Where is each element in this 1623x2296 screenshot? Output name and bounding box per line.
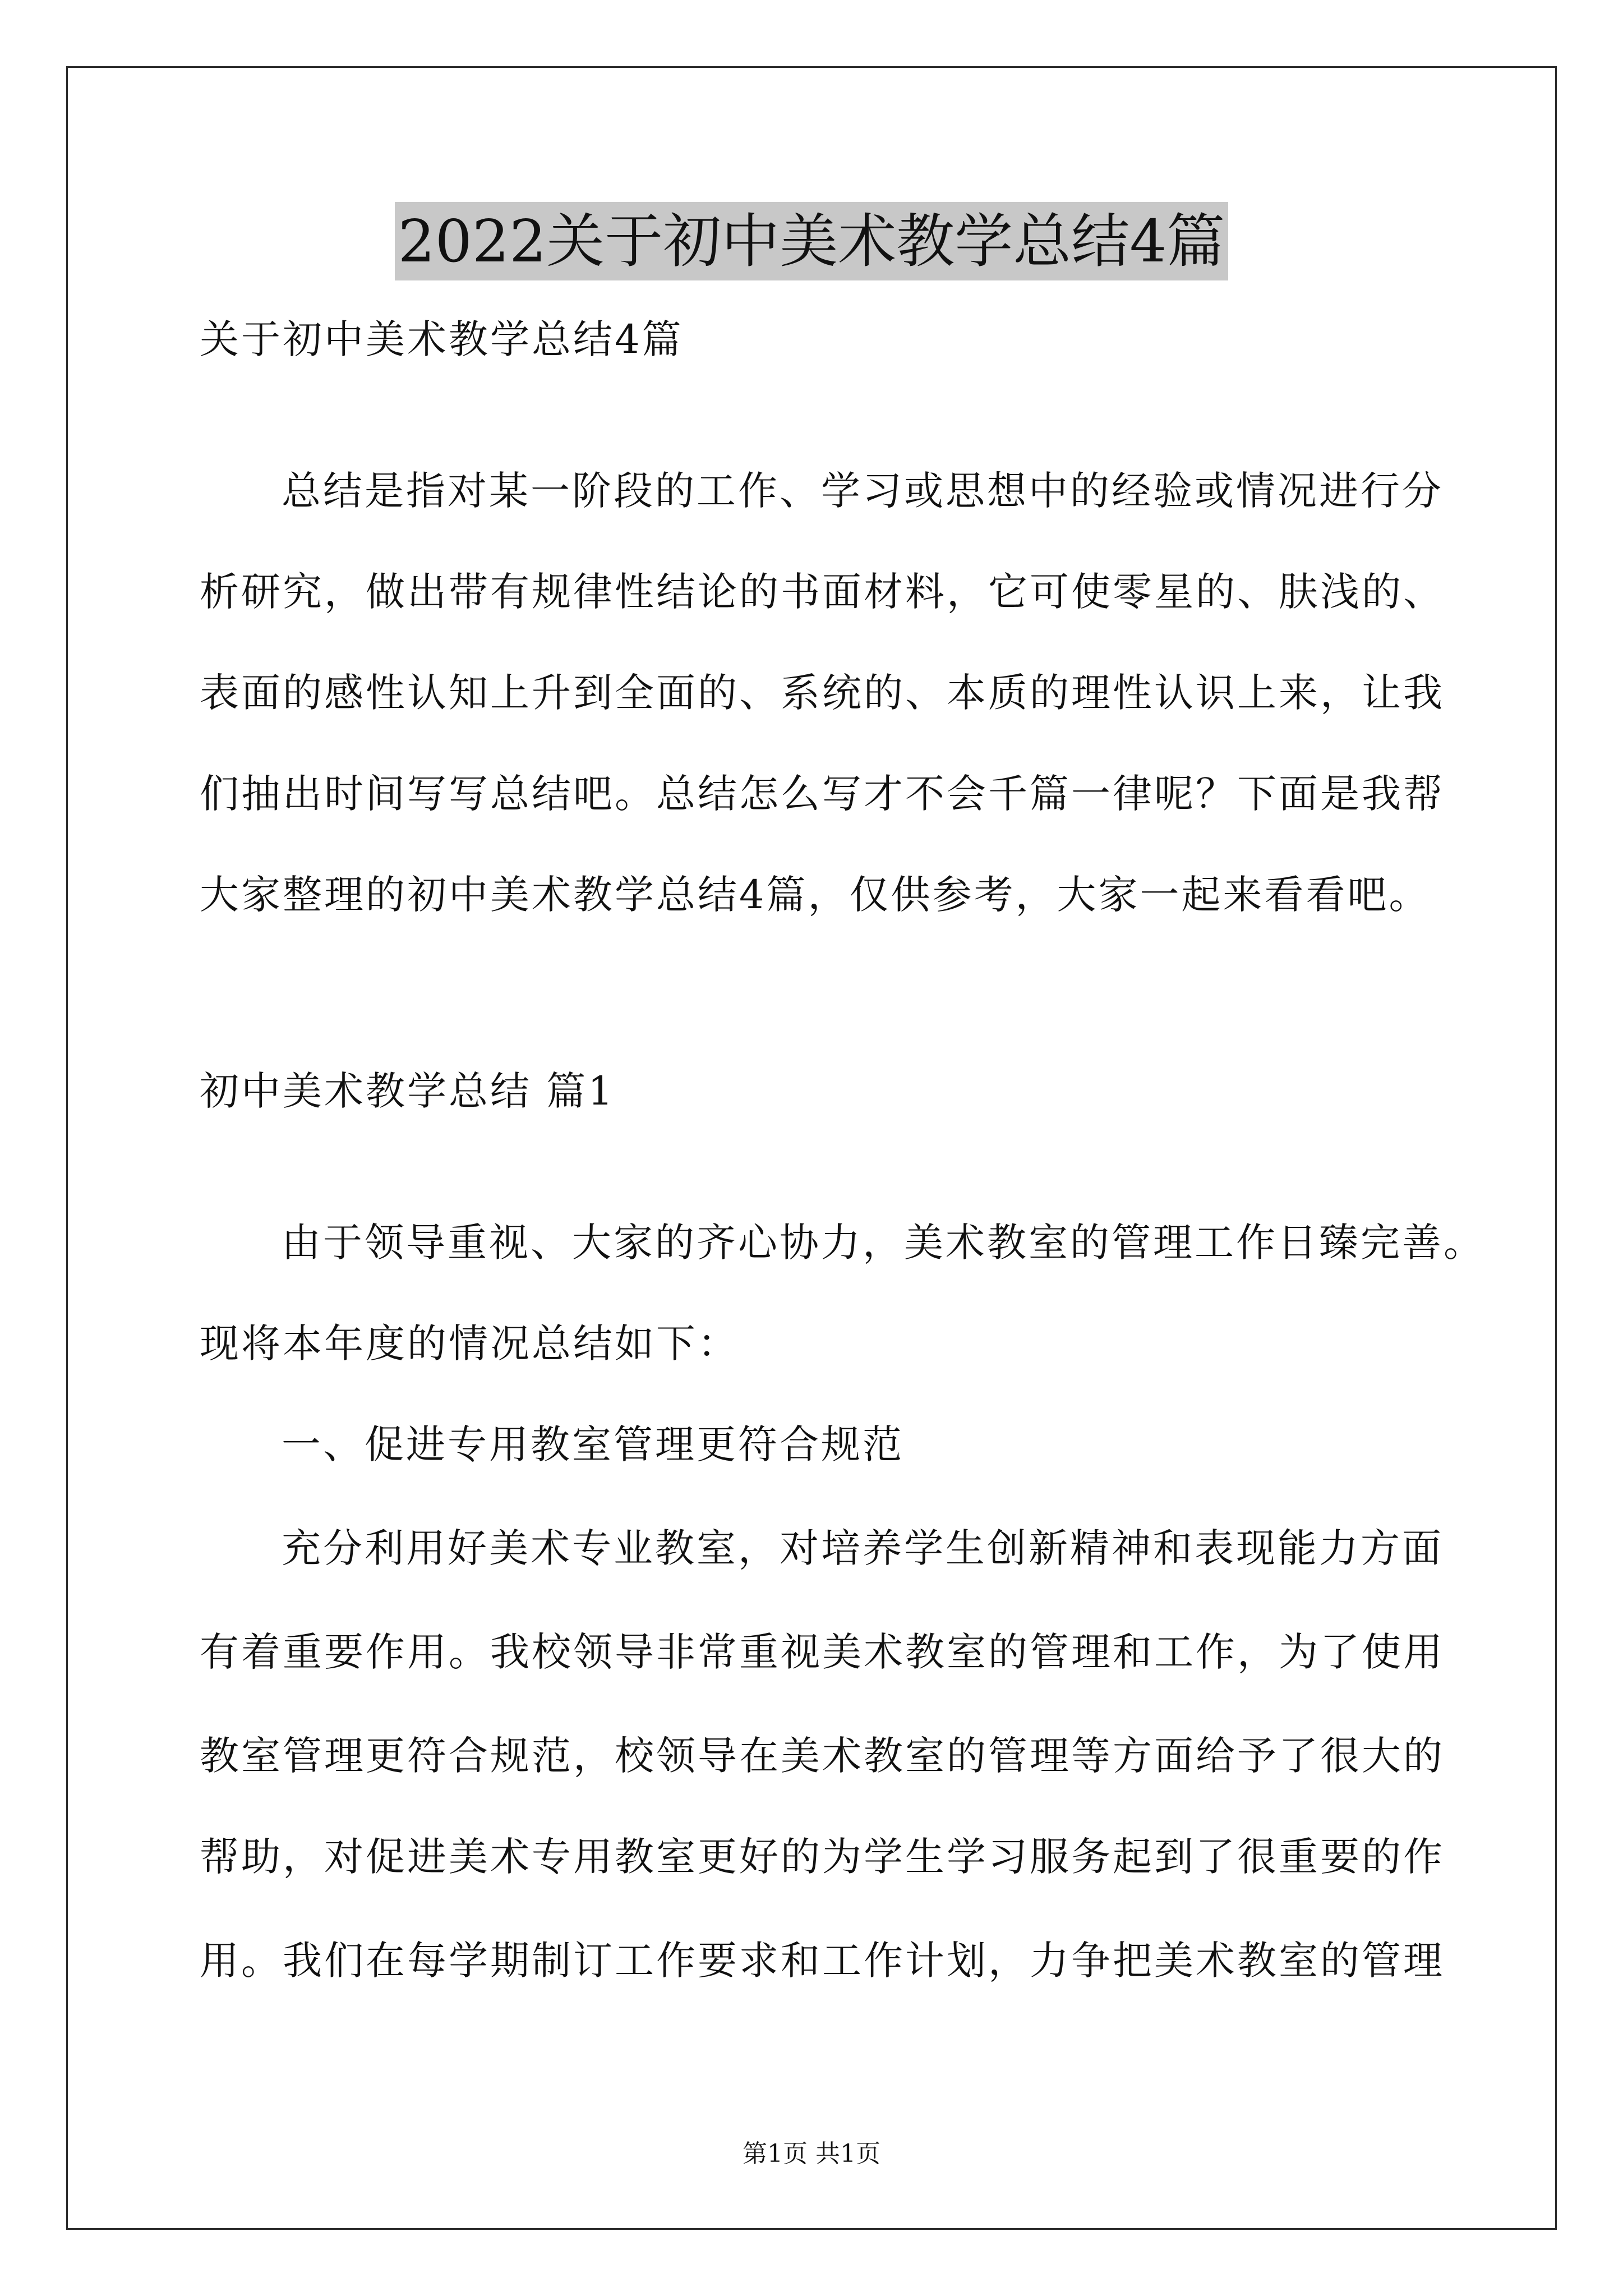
subheading: 一、促进专用教室管理更符合规范 bbox=[282, 1421, 904, 1467]
body-line: 教室管理更符合规范，校领导在美术教室的管理等方面给予了很大的 bbox=[200, 1733, 1445, 1779]
title-container bbox=[0, 202, 1623, 280]
body-line: 现将本年度的情况总结如下： bbox=[200, 1320, 739, 1366]
body-line: 有着重要作用。我校领导非常重视美术教室的管理和工作，为了使用 bbox=[200, 1629, 1445, 1675]
intro-line: 总结是指对某一阶段的工作、学习或思想中的经验或情况进行分 bbox=[282, 468, 1444, 514]
body-line: 由于领导重视、大家的齐心协力，美术教室的管理工作日臻完善。 bbox=[282, 1220, 1485, 1266]
body-line: 用。我们在每学期制订工作要求和工作计划，力争把美术教室的管理 bbox=[200, 1938, 1445, 1984]
document-subtitle: 关于初中美术教学总结4篇 bbox=[200, 316, 684, 362]
intro-line: 表面的感性认知上升到全面的、系统的、本质的理性认识上来，让我 bbox=[200, 670, 1445, 716]
intro-line: 们抽出时间写写总结吧。总结怎么写才不会千篇一律呢？下面是我帮 bbox=[200, 771, 1445, 817]
section-heading: 初中美术教学总结 篇1 bbox=[200, 1068, 615, 1114]
document-title: 2022关于初中美术教学总结4篇 bbox=[395, 202, 1229, 280]
page-footer: 第1页 共1页 bbox=[743, 2139, 880, 2168]
body-line: 充分利用好美术专业教室，对培养学生创新精神和表现能力方面 bbox=[282, 1525, 1444, 1571]
page-border bbox=[66, 66, 1557, 2230]
intro-line: 析研究，做出带有规律性结论的书面材料，它可使零星的、肤浅的、 bbox=[200, 569, 1445, 615]
body-line: 帮助，对促进美术专用教室更好的为学生学习服务起到了很重要的作 bbox=[200, 1834, 1445, 1880]
intro-line: 大家整理的初中美术教学总结4篇，仅供参考，大家一起来看看吧。 bbox=[200, 872, 1431, 918]
